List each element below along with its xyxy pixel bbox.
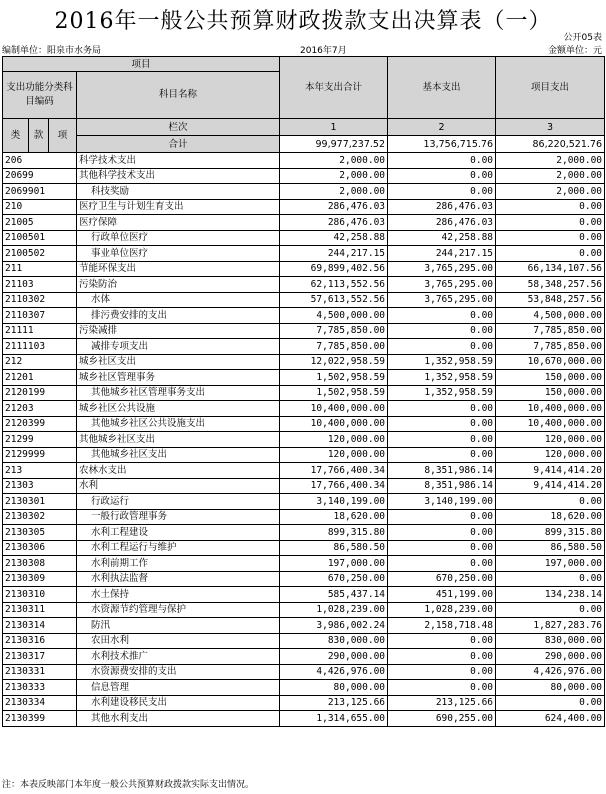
row-basic: 0.00 xyxy=(388,339,496,355)
row-code: 213 xyxy=(3,463,77,479)
table-row xyxy=(3,153,605,169)
row-total: 3,986,002.24 xyxy=(280,618,388,634)
row-project: 0.00 xyxy=(496,602,605,618)
row-project: 197,000.00 xyxy=(496,556,605,572)
table-row xyxy=(3,354,605,370)
row-code: 2100502 xyxy=(3,246,77,262)
row-name: 水体 xyxy=(77,292,280,308)
form-code: 公开05表 xyxy=(563,33,602,43)
row-basic: 2,158,718.48 xyxy=(388,618,496,634)
row-basic: 1,352,958.59 xyxy=(388,370,496,386)
header-col-project: 项目支出 xyxy=(496,57,605,119)
row-name: 污染减排 xyxy=(77,323,280,339)
row-name: 水利工程建设 xyxy=(77,525,280,541)
table-row xyxy=(3,649,605,665)
row-basic: 0.00 xyxy=(388,401,496,417)
row-basic: 213,125.66 xyxy=(388,695,496,711)
row-project: 0.00 xyxy=(496,199,605,215)
row-project: 899,315.80 xyxy=(496,525,605,541)
row-basic: 0.00 xyxy=(388,680,496,696)
row-basic: 0.00 xyxy=(388,308,496,324)
row-name: 科技奖励 xyxy=(77,184,280,200)
table-row xyxy=(3,323,605,339)
row-code: 2130301 xyxy=(3,494,77,510)
row-name: 信息管理 xyxy=(77,680,280,696)
row-name: 水资源费安排的支出 xyxy=(77,664,280,680)
row-basic: 3,765,295.00 xyxy=(388,292,496,308)
sum-basic: 13,756,715.76 xyxy=(388,136,496,153)
row-total: 286,476.03 xyxy=(280,215,388,231)
row-name: 水利技术推广 xyxy=(77,649,280,665)
row-code: 2120399 xyxy=(3,416,77,432)
row-total: 4,500,000.00 xyxy=(280,308,388,324)
row-code: 21203 xyxy=(3,401,77,417)
row-code: 2130309 xyxy=(3,571,77,587)
row-name: 排污费安排的支出 xyxy=(77,308,280,324)
row-name: 其他水利支出 xyxy=(77,711,280,727)
row-code: 2130305 xyxy=(3,525,77,541)
row-project: 10,400,000.00 xyxy=(496,401,605,417)
row-project: 0.00 xyxy=(496,571,605,587)
row-project: 7,785,850.00 xyxy=(496,323,605,339)
row-total: 17,766,400.34 xyxy=(280,463,388,479)
row-name: 行政单位医疗 xyxy=(77,230,280,246)
row-code: 21103 xyxy=(3,277,77,293)
row-total: 2,000.00 xyxy=(280,184,388,200)
row-code: 2130334 xyxy=(3,695,77,711)
row-project: 4,500,000.00 xyxy=(496,308,605,324)
row-total: 3,140,199.00 xyxy=(280,494,388,510)
row-project: 830,000.00 xyxy=(496,633,605,649)
row-name: 水土保持 xyxy=(77,587,280,603)
row-name: 城乡社区支出 xyxy=(77,354,280,370)
row-basic: 1,028,239.00 xyxy=(388,602,496,618)
row-basic: 3,765,295.00 xyxy=(388,261,496,277)
expenditure-table xyxy=(2,56,605,727)
row-name: 水利 xyxy=(77,478,280,494)
row-basic: 0.00 xyxy=(388,664,496,680)
table-row xyxy=(3,556,605,572)
row-code: 21299 xyxy=(3,432,77,448)
header-subject-name: 科目名称 xyxy=(77,72,280,119)
row-code: 21111 xyxy=(3,323,77,339)
row-basic: 0.00 xyxy=(388,184,496,200)
table-row xyxy=(3,478,605,494)
table-row xyxy=(3,277,605,293)
row-total: 2,000.00 xyxy=(280,168,388,184)
row-name: 城乡社区公共设施 xyxy=(77,401,280,417)
row-name: 水利执法监督 xyxy=(77,571,280,587)
header-col-total: 本年支出合计 xyxy=(280,57,388,119)
row-name: 农林水支出 xyxy=(77,463,280,479)
row-code: 2130302 xyxy=(3,509,77,525)
row-basic: 670,250.00 xyxy=(388,571,496,587)
row-project: 150,000.00 xyxy=(496,385,605,401)
table-row xyxy=(3,463,605,479)
table-row xyxy=(3,385,605,401)
row-total: 1,028,239.00 xyxy=(280,602,388,618)
row-name: 其他城乡社区支出 xyxy=(77,447,280,463)
row-name: 城乡社区管理事务 xyxy=(77,370,280,386)
row-code: 2129999 xyxy=(3,447,77,463)
table-row xyxy=(3,695,605,711)
table-row xyxy=(3,540,605,556)
table-row xyxy=(3,571,605,587)
row-code: 206 xyxy=(3,153,77,169)
table-row xyxy=(3,447,605,463)
row-total: 7,785,850.00 xyxy=(280,323,388,339)
row-name: 其他城乡社区公共设施支出 xyxy=(77,416,280,432)
header-lanci: 栏次 xyxy=(77,119,280,136)
row-name: 水利工程运行与维护 xyxy=(77,540,280,556)
header-xiang: 项 xyxy=(49,119,77,153)
table-row xyxy=(3,184,605,200)
row-code: 2130311 xyxy=(3,602,77,618)
row-project: 0.00 xyxy=(496,494,605,510)
row-total: 286,476.03 xyxy=(280,199,388,215)
row-total: 830,000.00 xyxy=(280,633,388,649)
row-project: 80,000.00 xyxy=(496,680,605,696)
row-project: 66,134,107.56 xyxy=(496,261,605,277)
row-project: 9,414,414.20 xyxy=(496,463,605,479)
row-total: 1,502,958.59 xyxy=(280,385,388,401)
row-total: 4,426,976.00 xyxy=(280,664,388,680)
unit-label: 编制单位：阳泉市水务局 xyxy=(2,46,102,56)
table-row xyxy=(3,664,605,680)
row-total: 120,000.00 xyxy=(280,447,388,463)
row-name: 医疗保障 xyxy=(77,215,280,231)
row-code: 2069901 xyxy=(3,184,77,200)
table-row xyxy=(3,602,605,618)
row-basic: 3,765,295.00 xyxy=(388,277,496,293)
table-row xyxy=(3,432,605,448)
row-name: 水利建设移民支出 xyxy=(77,695,280,711)
sum-project: 86,220,521.76 xyxy=(496,136,605,153)
page-title: 2016年一般公共预算财政拨款支出决算表（一） xyxy=(54,9,552,34)
row-name: 其他科学技术支出 xyxy=(77,168,280,184)
table-row xyxy=(3,230,605,246)
table-row xyxy=(3,215,605,231)
row-code: 2130306 xyxy=(3,540,77,556)
row-total: 17,766,400.34 xyxy=(280,478,388,494)
row-name: 医疗卫生与计划生育支出 xyxy=(77,199,280,215)
row-project: 9,414,414.20 xyxy=(496,478,605,494)
row-basic: 0.00 xyxy=(388,153,496,169)
row-total: 18,620.00 xyxy=(280,509,388,525)
row-code: 20699 xyxy=(3,168,77,184)
row-basic: 0.00 xyxy=(388,540,496,556)
row-project: 0.00 xyxy=(496,246,605,262)
row-basic: 0.00 xyxy=(388,432,496,448)
row-code: 2130314 xyxy=(3,618,77,634)
row-code: 2130308 xyxy=(3,556,77,572)
table-row xyxy=(3,416,605,432)
row-project: 2,000.00 xyxy=(496,153,605,169)
row-basic: 3,140,199.00 xyxy=(388,494,496,510)
header-col-basic: 基本支出 xyxy=(388,57,496,119)
row-name: 水利前期工作 xyxy=(77,556,280,572)
table-row xyxy=(3,509,605,525)
row-total: 1,502,958.59 xyxy=(280,370,388,386)
row-code: 2130333 xyxy=(3,680,77,696)
row-name: 科学技术支出 xyxy=(77,153,280,169)
row-project: 18,620.00 xyxy=(496,509,605,525)
row-project: 10,400,000.00 xyxy=(496,416,605,432)
row-total: 62,113,552.56 xyxy=(280,277,388,293)
row-total: 213,125.66 xyxy=(280,695,388,711)
row-total: 10,400,000.00 xyxy=(280,416,388,432)
row-total: 7,785,850.00 xyxy=(280,339,388,355)
row-project: 10,670,000.00 xyxy=(496,354,605,370)
row-total: 1,314,655.00 xyxy=(280,711,388,727)
row-code: 2100501 xyxy=(3,230,77,246)
row-total: 899,315.80 xyxy=(280,525,388,541)
row-name: 农田水利 xyxy=(77,633,280,649)
row-code: 21005 xyxy=(3,215,77,231)
row-name: 其他城乡社区支出 xyxy=(77,432,280,448)
row-code: 210 xyxy=(3,199,77,215)
header-sum-label: 合计 xyxy=(77,136,280,153)
row-basic: 286,476.03 xyxy=(388,215,496,231)
row-total: 69,899,402.56 xyxy=(280,261,388,277)
table-row xyxy=(3,711,605,727)
table-row xyxy=(3,168,605,184)
row-basic: 0.00 xyxy=(388,633,496,649)
row-project: 2,000.00 xyxy=(496,184,605,200)
row-code: 2130331 xyxy=(3,664,77,680)
row-name: 水资源节约管理与保护 xyxy=(77,602,280,618)
row-code: 2130399 xyxy=(3,711,77,727)
row-basic: 690,255.00 xyxy=(388,711,496,727)
table-row xyxy=(3,525,605,541)
table-row xyxy=(3,633,605,649)
header-item: 项目 xyxy=(3,57,280,72)
row-name: 事业单位医疗 xyxy=(77,246,280,262)
row-project: 1,827,283.76 xyxy=(496,618,605,634)
table-row xyxy=(3,246,605,262)
row-project: 58,348,257.56 xyxy=(496,277,605,293)
row-project: 0.00 xyxy=(496,215,605,231)
row-code: 21201 xyxy=(3,370,77,386)
sum-total: 99,977,237.52 xyxy=(280,136,388,153)
row-project: 120,000.00 xyxy=(496,432,605,448)
row-total: 585,437.14 xyxy=(280,587,388,603)
row-basic: 286,476.03 xyxy=(388,199,496,215)
row-code: 2111103 xyxy=(3,339,77,355)
row-basic: 0.00 xyxy=(388,525,496,541)
row-total: 670,250.00 xyxy=(280,571,388,587)
row-project: 2,000.00 xyxy=(496,168,605,184)
header-n3: 3 xyxy=(496,119,605,136)
footnote: 注：本表反映部门本年度一般公共预算财政拨款实际支出情况。 xyxy=(2,780,255,790)
row-basic: 1,352,958.59 xyxy=(388,354,496,370)
header-kuan: 款 xyxy=(29,119,49,153)
row-total: 42,258.88 xyxy=(280,230,388,246)
row-total: 86,580.50 xyxy=(280,540,388,556)
row-project: 624,400.00 xyxy=(496,711,605,727)
row-project: 7,785,850.00 xyxy=(496,339,605,355)
table-row xyxy=(3,618,605,634)
table-row xyxy=(3,292,605,308)
row-basic: 0.00 xyxy=(388,168,496,184)
row-total: 290,000.00 xyxy=(280,649,388,665)
table-row xyxy=(3,494,605,510)
row-total: 57,613,552.56 xyxy=(280,292,388,308)
row-total: 244,217.15 xyxy=(280,246,388,262)
row-basic: 0.00 xyxy=(388,556,496,572)
table-row xyxy=(3,199,605,215)
row-name: 减排专项支出 xyxy=(77,339,280,355)
row-basic: 42,258.88 xyxy=(388,230,496,246)
row-total: 197,000.00 xyxy=(280,556,388,572)
row-name: 行政运行 xyxy=(77,494,280,510)
table-row xyxy=(3,680,605,696)
row-project: 0.00 xyxy=(496,230,605,246)
row-project: 290,000.00 xyxy=(496,649,605,665)
table-row xyxy=(3,261,605,277)
row-basic: 0.00 xyxy=(388,323,496,339)
row-code: 2130310 xyxy=(3,587,77,603)
header-lei: 类 xyxy=(3,119,29,153)
row-project: 150,000.00 xyxy=(496,370,605,386)
header-code-group: 支出功能分类科目编码 xyxy=(3,72,77,119)
row-project: 53,848,257.56 xyxy=(496,292,605,308)
row-total: 12,022,958.59 xyxy=(280,354,388,370)
row-project: 4,426,976.00 xyxy=(496,664,605,680)
row-project: 120,000.00 xyxy=(496,447,605,463)
row-basic: 8,351,986.14 xyxy=(388,478,496,494)
row-code: 21303 xyxy=(3,478,77,494)
row-project: 86,580.50 xyxy=(496,540,605,556)
row-code: 2130317 xyxy=(3,649,77,665)
row-name: 防汛 xyxy=(77,618,280,634)
row-name: 污染防治 xyxy=(77,277,280,293)
row-total: 120,000.00 xyxy=(280,432,388,448)
table-row xyxy=(3,370,605,386)
row-basic: 0.00 xyxy=(388,416,496,432)
row-basic: 244,217.15 xyxy=(388,246,496,262)
table-row xyxy=(3,587,605,603)
header-n1: 1 xyxy=(280,119,388,136)
row-basic: 451,199.00 xyxy=(388,587,496,603)
row-basic: 0.00 xyxy=(388,509,496,525)
row-basic: 1,352,958.59 xyxy=(388,385,496,401)
row-basic: 0.00 xyxy=(388,649,496,665)
table-row xyxy=(3,339,605,355)
row-basic: 8,351,986.14 xyxy=(388,463,496,479)
table-row xyxy=(3,401,605,417)
row-name: 一般行政管理事务 xyxy=(77,509,280,525)
row-project: 0.00 xyxy=(496,695,605,711)
row-code: 211 xyxy=(3,261,77,277)
header-n2: 2 xyxy=(388,119,496,136)
row-code: 212 xyxy=(3,354,77,370)
currency-label: 金额单位：元 xyxy=(547,46,602,56)
row-basic: 0.00 xyxy=(388,447,496,463)
row-code: 2110302 xyxy=(3,292,77,308)
row-total: 2,000.00 xyxy=(280,153,388,169)
row-code: 2130316 xyxy=(3,633,77,649)
row-total: 10,400,000.00 xyxy=(280,401,388,417)
row-code: 2110307 xyxy=(3,308,77,324)
row-total: 80,000.00 xyxy=(280,680,388,696)
period-label: 2016年7月 xyxy=(300,46,347,56)
table-row xyxy=(3,308,605,324)
row-project: 134,238.14 xyxy=(496,587,605,603)
row-code: 2120199 xyxy=(3,385,77,401)
row-name: 其他城乡社区管理事务支出 xyxy=(77,385,280,401)
row-name: 节能环保支出 xyxy=(77,261,280,277)
